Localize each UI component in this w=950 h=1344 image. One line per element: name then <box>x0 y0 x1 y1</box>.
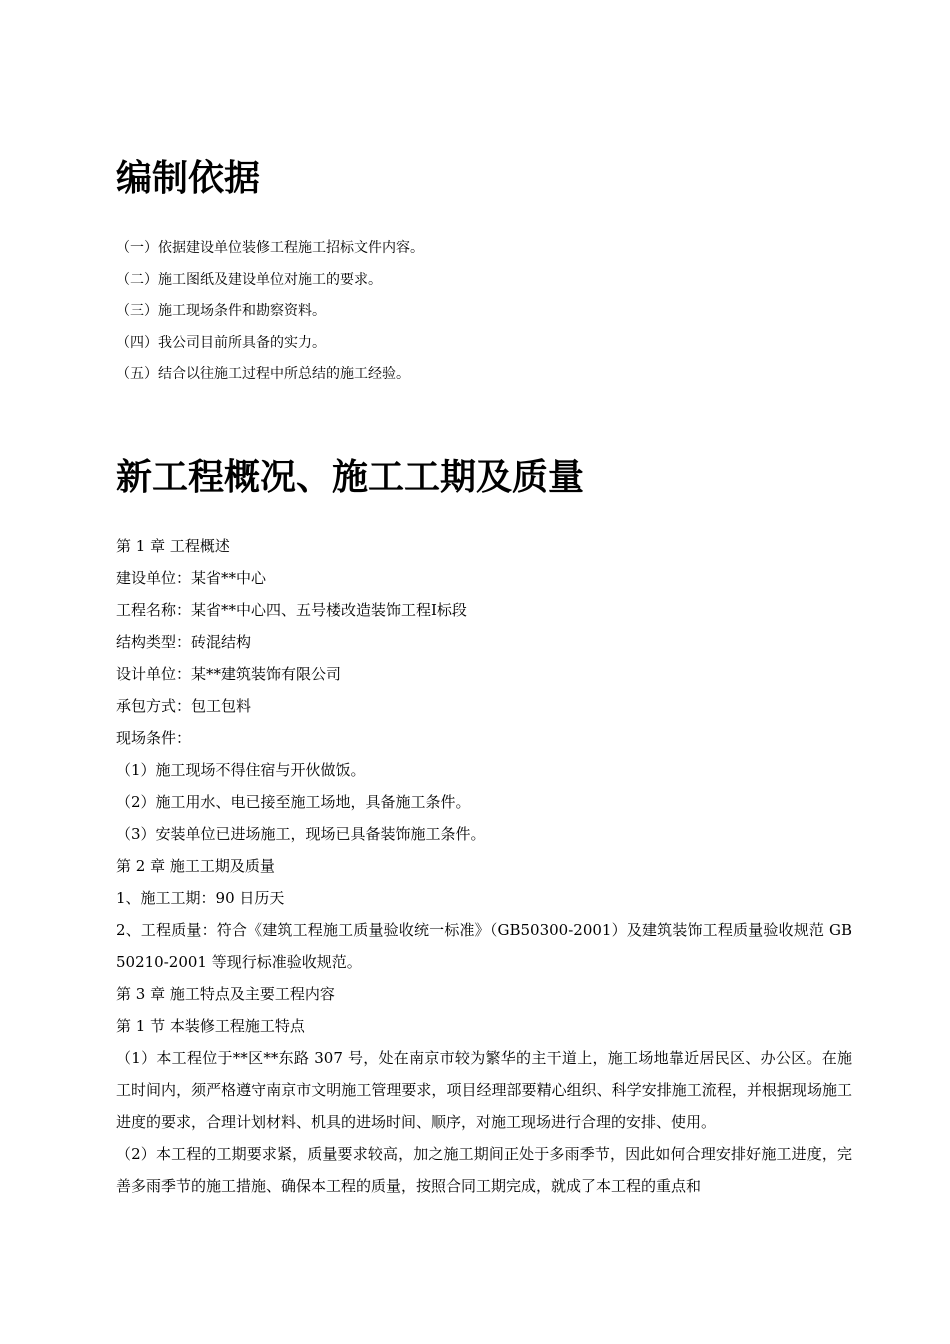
chapter-3-heading: 第 3 章 施工特点及主要工程内容 <box>116 985 335 1003</box>
structure-type: 结构类型：砖混结构 <box>116 633 252 651</box>
site-condition-item: （2）施工用水、电已接至施工场地，具备施工条件。 <box>116 793 471 811</box>
section-1-heading: 第 1 节 本装修工程施工特点 <box>116 1017 305 1035</box>
chapter-1-heading: 第 1 章 工程概述 <box>116 537 230 555</box>
heading-project-overview: 新工程概况、施工工期及质量 <box>116 457 585 498</box>
basis-item: （五）结合以往施工过程中所总结的施工经验。 <box>116 366 410 382</box>
site-condition-item: （1）施工现场不得住宿与开伙做饭。 <box>116 761 366 779</box>
contract-method: 承包方式：包工包料 <box>116 697 252 715</box>
design-unit: 设计单位：某**建筑装饰有限公司 <box>116 665 342 683</box>
site-conditions-label: 现场条件： <box>116 729 192 747</box>
heading-compilation-basis: 编制依据 <box>116 158 261 199</box>
chapter-2-heading: 第 2 章 施工工期及质量 <box>116 857 275 875</box>
feature-paragraph-2: （2）本工程的工期要求紧，质量要求较高，加之施工期间正处于多雨季节，因此如何合理安排好施工进度，完善多雨季节的施工措施、确保本工程的质量，按照合同工期完成，就成了本工程的重点和 <box>116 1145 852 1195</box>
basis-item: （三）施工现场条件和勘察资料。 <box>116 303 326 319</box>
project-overview-body <box>116 530 852 1202</box>
basis-item: （四）我公司目前所具备的实力。 <box>116 334 326 351</box>
project-name: 工程名称：某省**中心四、五号楼改造装饰工程Ⅰ标段 <box>116 601 467 619</box>
basis-item: （二）施工图纸及建设单位对施工的要求。 <box>116 271 382 288</box>
site-condition-item: （3）安装单位已进场施工，现场已具备装饰施工条件。 <box>116 825 486 843</box>
basis-list <box>116 233 852 391</box>
feature-paragraph-1: （1）本工程位于**区**东路 307 号，处在南京市较为繁华的主干道上，施工场地靠近居民区、办公区。在施工时间内，须严格遵守南京市文明施工管理要求，项目经理部要精心组织、科学安排施工流程，并根据现场施工进度的要求，合理计划材料、机具的进场时间、顺序，对施工现场进行合理的安排、使用。 <box>116 1049 852 1131</box>
construction-duration: 1、施工工期：90 日历天 <box>116 889 285 907</box>
build-unit: 建设单位：某省**中心 <box>116 569 267 587</box>
basis-item: （一）依据建设单位装修工程施工招标文件内容。 <box>116 240 424 256</box>
quality-standard: 2、工程质量：符合《建筑工程施工质量验收统一标准》（GB50300-2001）及建筑装饰工程质量验收规范 GB50210-2001 等现行标准验收规范。 <box>116 921 852 971</box>
